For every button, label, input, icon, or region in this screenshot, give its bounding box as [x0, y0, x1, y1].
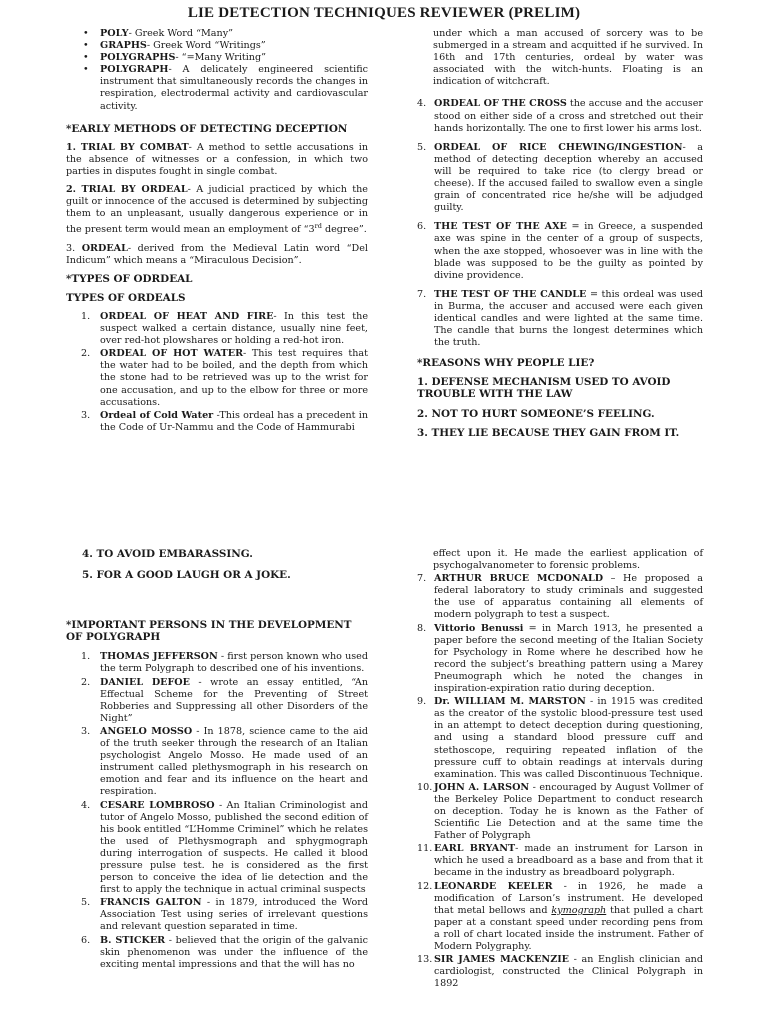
- list-item: [417, 221, 703, 281]
- definition: = in March 1913, he presented a paper before the second meeting of the Italian Society for Psychology in Rome where he described how he record the subject’s breathing pattern using a Marey Pneumograph which he noted the changes in inspiration-expiration ratio during deception.: [434, 622, 704, 695]
- term: DANIEL DEFOE: [100, 676, 190, 688]
- item-number: 3.: [66, 242, 76, 254]
- item-number: 4.: [417, 98, 427, 110]
- definition: - an English clinician and cardiologist, constructed the Clinical Polygraph in 1892: [434, 954, 703, 990]
- list-item: [66, 28, 368, 40]
- right-top-column: [417, 28, 703, 446]
- term: ANGELO MOSSO: [100, 725, 193, 737]
- item-number: 2.: [417, 407, 428, 420]
- item-number: 13.: [417, 954, 433, 966]
- definition: - “=Many Writing”: [175, 52, 267, 64]
- paragraph: [66, 184, 368, 237]
- term: ORDEAL OF RICE CHEWING/INGESTION: [434, 141, 683, 153]
- paragraph: [66, 243, 368, 267]
- item-number: 6.: [81, 934, 91, 946]
- list-item: [417, 573, 703, 621]
- definition: - This test requires that the water had to be boiled, and the depth from which the stone had to be retrieved was up to the wrist for one accusation, and up to the elbow for three or more accusations.: [100, 348, 368, 408]
- list-item: [417, 98, 703, 134]
- item-number: 1.: [81, 310, 91, 322]
- section-heading: *REASONS WHY PEOPLE LIE?: [417, 357, 595, 370]
- term: ARTHUR BRUCE MCDONALD: [434, 573, 604, 585]
- item-number: 2.: [66, 184, 77, 196]
- list-item: [66, 897, 368, 933]
- definition: - made an instrument for Larson in which he used a breadboard as a base and from that it became in the industry as breadboard polygraph.: [434, 843, 703, 879]
- reason-text: NOT TO HURT SOMEONE’S FEELING.: [431, 407, 655, 420]
- item-number: 2.: [81, 348, 91, 360]
- term: THE TEST OF THE AXE: [434, 221, 567, 233]
- item-number: 10.: [417, 781, 433, 793]
- item-number: 1.: [81, 651, 91, 663]
- term: TRIAL BY ORDEAL: [81, 184, 188, 196]
- kymograph-term: kymograph: [551, 904, 607, 916]
- definition: - Greek Word “Many”: [128, 28, 234, 39]
- reason-item: [417, 427, 703, 439]
- section-heading: *IMPORTANT PERSONS IN THE DEVELOPMENT OF POLYGRAPH: [66, 619, 352, 644]
- definition: - encouraged by August Vollmer of the Berkeley Police Department to conduct research on deception. Today he is known as the Father of Scientific Lie Detection and at the same time the Father of Polygraph: [434, 781, 704, 842]
- item-number: 12.: [417, 880, 433, 892]
- term: THE TEST OF THE CANDLE: [434, 288, 587, 300]
- list-item: [417, 623, 703, 696]
- term: POLYGRAPH: [100, 64, 169, 76]
- definition: – He proposed a federal laboratory to study criminals and suggested the use of apparatus containing all elements of modern polygraph to test a suspect.: [434, 573, 703, 621]
- list-item: [417, 881, 703, 954]
- section-heading: *EARLY METHODS OF DETECTING DECEPTION: [66, 122, 348, 135]
- item-number: 11.: [417, 843, 433, 855]
- item-number: 3.: [81, 725, 91, 737]
- list-item: [66, 726, 368, 799]
- reason-item: [66, 548, 368, 560]
- definition: - derived from the Medieval Latin word “Del Indicum” which means a “Miraculous Decision”.: [66, 242, 368, 266]
- reason-item: [66, 569, 368, 581]
- definition: - Greek Word “Writings”: [146, 40, 266, 52]
- reason-text: TO AVOID EMBARASSING.: [96, 548, 253, 560]
- term: ORDEAL OF HEAT AND FIRE: [100, 310, 274, 322]
- definition: - An Italian Criminologist and tutor of Angelo Mosso, published the second edition of his book entitled “L’Homme Criminel” which he relates the used of Plethysmograph and sphygmograph during interrogation of suspects. He called it blood pressure pulse test. he is considered as the first person to conceive the idea of lie detection and the first to apply the technique in actual criminal suspects: [100, 799, 368, 896]
- definition: - believed that the origin of the galvanic skin phenomenon was under the influence of the exciting mental impressions and that the will has no: [100, 934, 368, 970]
- definition: - In this test the suspect walked a certain distance, usually nine feet, over red-hot plowshares or holding a red-hot iron.: [100, 310, 368, 347]
- term: ORDEAL OF HOT WATER: [100, 348, 244, 360]
- item-number: 3.: [81, 409, 91, 421]
- list-item: [417, 142, 703, 215]
- list-item: [417, 289, 703, 349]
- term: FRANCIS GALTON: [100, 897, 202, 909]
- list-item: [66, 40, 368, 52]
- definition: -This ordeal has a precedent in the Code of Ur-Nammu and the Code of Hammurabi: [100, 409, 368, 433]
- ordeal-list: [66, 311, 368, 434]
- term: ORDEAL OF THE CROSS: [434, 98, 567, 110]
- list-item: [66, 935, 368, 971]
- item-number: 5.: [81, 897, 91, 909]
- definition: = in Greece, a suspended axe was spine in the center of a group of suspects, when the axe stopped, whosoever was in line with the blade was supposed to be the guilty as pointed by divine providence.: [434, 221, 703, 281]
- definition-tail: that pulled a chart paper at a constant speed under recording pens from a roll of chart located inside the instrument. Father of Modern Polygraphy.: [434, 904, 703, 952]
- term: POLYGRAPHS: [100, 52, 176, 64]
- term: TRIAL BY COMBAT: [80, 141, 189, 153]
- item-number: 1.: [417, 376, 428, 389]
- persons-list: [417, 573, 703, 990]
- reason-text: DEFENSE MECHANISM USED TO AVOID TROUBLE WITH THE LAW: [417, 376, 671, 401]
- reason-item: [417, 408, 703, 420]
- list-item: [417, 954, 703, 990]
- list-item: [66, 311, 368, 347]
- list-item: [66, 410, 368, 434]
- reason-text: THEY LIE BECAUSE THEY GAIN FROM IT.: [431, 426, 680, 439]
- paragraph: under which a man accused of sorcery was to be submerged in a stream and acquitted if he survived. In 16th and 17th centuries, ordeal by water was associated with the witch-hunts. Floating is an indication of witchcraft.: [433, 28, 703, 88]
- definition: - wrote an essay entitled, “An Effectual Scheme for the Preventing of Street Robberies and Suppressing all other Disorders of the Night”: [100, 676, 368, 724]
- ordeal-list: [417, 98, 703, 349]
- list-item: [66, 651, 368, 675]
- item-number: 6.: [417, 221, 427, 233]
- section-heading: *TYPES OF ODRDEAL: [66, 272, 193, 285]
- paragraph: effect upon it. He made the earliest application of psychogalvanometer to forensic problems.: [433, 548, 703, 572]
- list-item: [66, 64, 368, 112]
- list-item: [417, 696, 703, 781]
- term: Vittorio Benussi: [434, 622, 524, 634]
- item-number: 4.: [82, 548, 93, 560]
- list-item: [417, 843, 703, 879]
- item-number: 9.: [417, 696, 427, 708]
- definition: - a method of detecting deception whereby an accused will be required to take rice (to clergy bread or cheese). If the accused failed to swallow even a single grain of concentrated rice he/she will be adjudged guilty.: [434, 141, 703, 214]
- term: GRAPHS: [100, 40, 147, 52]
- list-item: [66, 348, 368, 408]
- definition-tail: degree”.: [321, 224, 367, 236]
- definition: the accuse and the accuser stood on either side of a cross and stretched out their hands horizontally. The one to first lower his arms lost.: [434, 98, 703, 134]
- right-bottom-column: [417, 548, 703, 990]
- definition: - In 1878, science came to the aid of the truth seeker through the research of an Italian psychologist Angelo Mosso. He made used of an instrument called plethysmograph in his research on emotion and fear and its influence on the heart and respiration.: [100, 725, 369, 798]
- item-number: 7.: [417, 573, 427, 585]
- definition: - first person known who used the term Polygraph to described one of his inventions.: [100, 651, 368, 675]
- definition: = this ordeal was used in Burma, the accuser and accused were each given identical candles and were lighted at the same time. The candle that burns the longest determines which the truth.: [434, 288, 704, 349]
- term: SIR JAMES MACKENZIE: [434, 954, 569, 966]
- definition: - A judicial practiced by which the guilt or innocence of the accused is determined by subjecting them to an unpleasant, usually dangerous experience or in the present term would mean an employment of “3: [66, 184, 368, 236]
- page-title: LIE DETECTION TECHNIQUES REVIEWER (PRELIM): [187, 5, 581, 21]
- left-top-column: [66, 28, 368, 440]
- definition-list: [66, 28, 368, 113]
- reason-text: FOR A GOOD LAUGH OR A JOKE.: [96, 569, 291, 582]
- term: CESARE LOMBROSO: [100, 799, 215, 811]
- item-number: 5.: [417, 141, 427, 153]
- item-number: 7.: [417, 288, 427, 300]
- definition: - in 1926, he made a modification of Larson’s instrument. He developed that metal bellows and: [434, 880, 703, 916]
- definition: - in 1879, introduced the Word Association Test using series of irrelevant questions and relevant question separated in time.: [100, 897, 368, 933]
- list-item: [66, 677, 368, 725]
- term: EARL BRYANT: [434, 843, 516, 855]
- item-number: 3.: [417, 426, 428, 439]
- term: B. STICKER: [100, 934, 166, 946]
- superscript: rd: [314, 222, 322, 231]
- section-heading: TYPES OF ORDEALS: [66, 291, 186, 304]
- item-number: 8.: [417, 622, 427, 634]
- term: THOMAS JEFFERSON: [100, 651, 218, 663]
- item-number: 4.: [81, 799, 91, 811]
- term: JOHN A. LARSON: [434, 781, 530, 793]
- definition: - A method to settle accusations in the absence of witnesses or a confession, in which two parties in disputes fought in single combat.: [66, 141, 368, 177]
- left-bottom-column: [66, 548, 368, 977]
- item-number: 5.: [82, 569, 93, 582]
- item-number: 2.: [81, 676, 91, 688]
- term: POLY: [100, 28, 129, 39]
- definition: - in 1915 was credited as the creator of the systolic blood-pressure test used in an attempt to detect deception during questioning, and using a standard blood pressure cuff and stethoscope, requiring repeated inflation of the pressure cuff to obtain readings at intervals during examination. This was called Discontinuous Technique.: [434, 696, 703, 780]
- definition: - A delicately engineered scientific instrument that simultaneously records the changes in respiration, electrodermal activity and cardiovascular activity.: [100, 64, 368, 112]
- list-item: [417, 782, 703, 842]
- term: ORDEAL: [81, 242, 128, 254]
- term: Ordeal of Cold Water: [100, 409, 214, 421]
- persons-list: [66, 651, 368, 970]
- list-item: [66, 800, 368, 897]
- paragraph: [66, 142, 368, 178]
- item-number: 1.: [66, 141, 77, 153]
- reason-item: [417, 376, 703, 400]
- term: Dr. WILLIAM M. MARSTON: [434, 696, 586, 708]
- term: LEONARDE KEELER: [434, 880, 553, 892]
- list-item: [66, 52, 368, 64]
